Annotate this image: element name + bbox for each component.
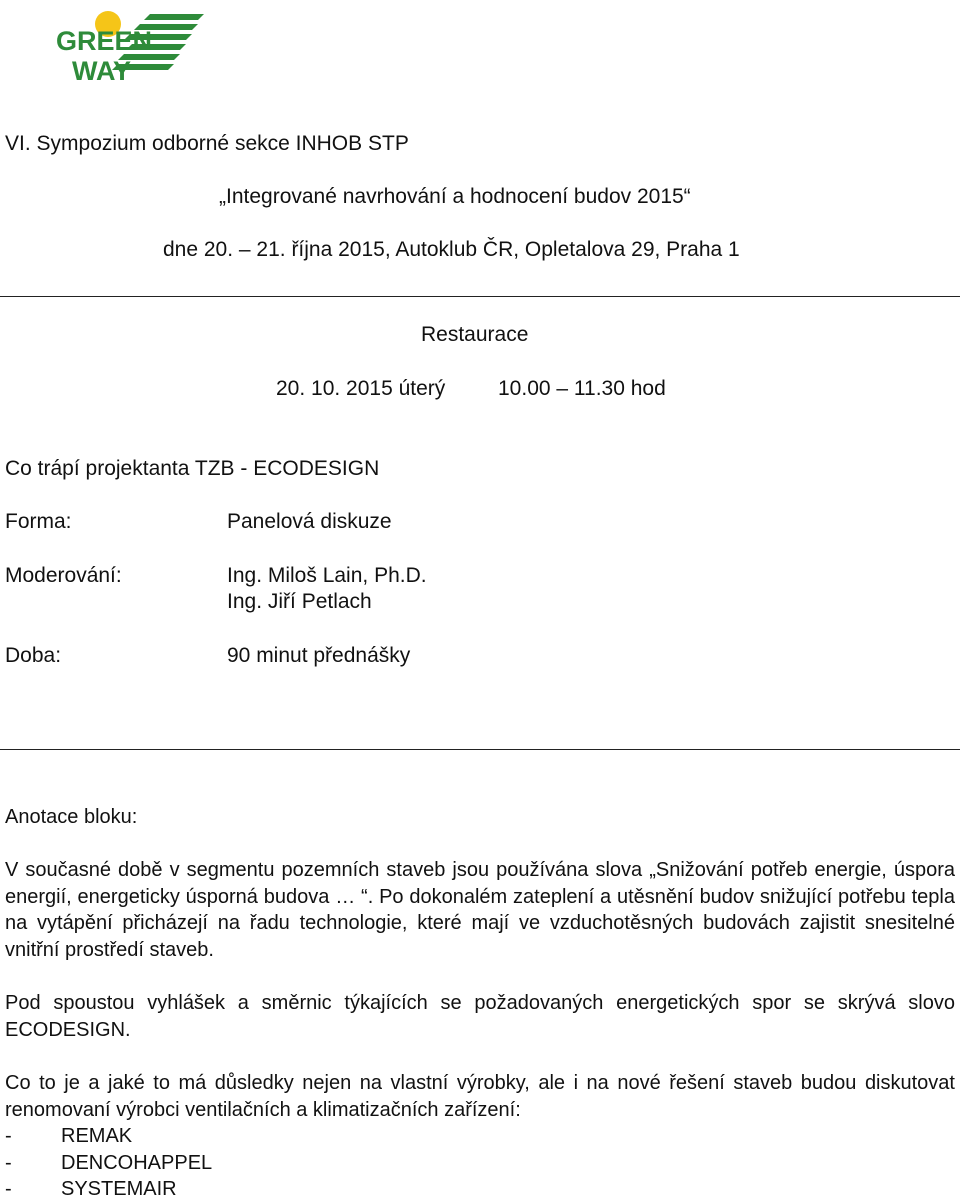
- symposium-subtitle: „Integrované navrhování a hodnocení budov 2015“: [219, 185, 691, 208]
- form-label: Forma:: [5, 510, 72, 533]
- annotation-paragraph-1: V současné době v segmentu pozemních staveb jsou používána slova „Snižování potřeb energie, úspora energií, energeticky úsporná budova … “. Po dokonalém zateplení a utěsnění budov snižující potřebu tepla na vytápění přicházejí na řadu technologie, které mají ve vzduchotěsných budovách zajistit snesitelné vnitřní prostředí staveb.: [5, 859, 955, 961]
- list-dash: -: [5, 1125, 12, 1147]
- form-value: Panelová diskuze: [227, 510, 392, 533]
- annotation-paragraph-3: Co to je a jaké to má důsledky nejen na vlastní výrobky, ale i na nové řešení staveb budou diskutovat renomovaní výrobci ventilačních a klimatizačních zařízení:: [5, 1072, 955, 1121]
- company-name: DENCOHAPPEL: [61, 1151, 213, 1174]
- divider: [0, 749, 960, 750]
- list-item: [5, 1176, 212, 1203]
- moderator-1: Ing. Miloš Lain, Ph.D.: [227, 564, 427, 587]
- list-item: [5, 1123, 212, 1150]
- symposium-title: VI. Sympozium odborné sekce INHOB STP: [5, 132, 409, 155]
- list-item: [5, 1150, 212, 1177]
- list-dash: -: [5, 1178, 12, 1200]
- moderation-label: Moderování:: [5, 564, 122, 587]
- company-name: SYSTEMAIR: [61, 1178, 177, 1200]
- session-title: Co trápí projektanta TZB - ECODESIGN: [5, 457, 380, 480]
- company-name: REMAK: [61, 1125, 133, 1147]
- logo-text-way: WAY: [72, 56, 132, 86]
- date-place: dne 20. – 21. října 2015, Autoklub ČR, Opletalova 29, Praha 1: [163, 238, 740, 261]
- list-dash: -: [5, 1151, 12, 1174]
- company-list: [5, 1123, 212, 1203]
- duration-label: Doba:: [5, 644, 62, 667]
- divider: [0, 296, 960, 297]
- room-name: Restaurace: [421, 323, 529, 346]
- duration-value: 90 minut přednášky: [227, 644, 411, 667]
- annotation-heading: Anotace bloku:: [5, 806, 138, 828]
- logo-text-green: GREEN: [56, 26, 153, 56]
- moderator-2: Ing. Jiří Petlach: [227, 590, 372, 613]
- session-date: 20. 10. 2015 úterý: [276, 377, 446, 400]
- annotation-paragraph-2: Pod spoustou vyhlášek a směrnic týkajících se požadovaných energetických spor se skrývá slovo ECODESIGN.: [5, 992, 955, 1041]
- greenway-logo-graphic: [52, 6, 212, 86]
- session-time: 10.00 – 11.30 hod: [498, 377, 666, 400]
- greenway-logo: [52, 6, 212, 86]
